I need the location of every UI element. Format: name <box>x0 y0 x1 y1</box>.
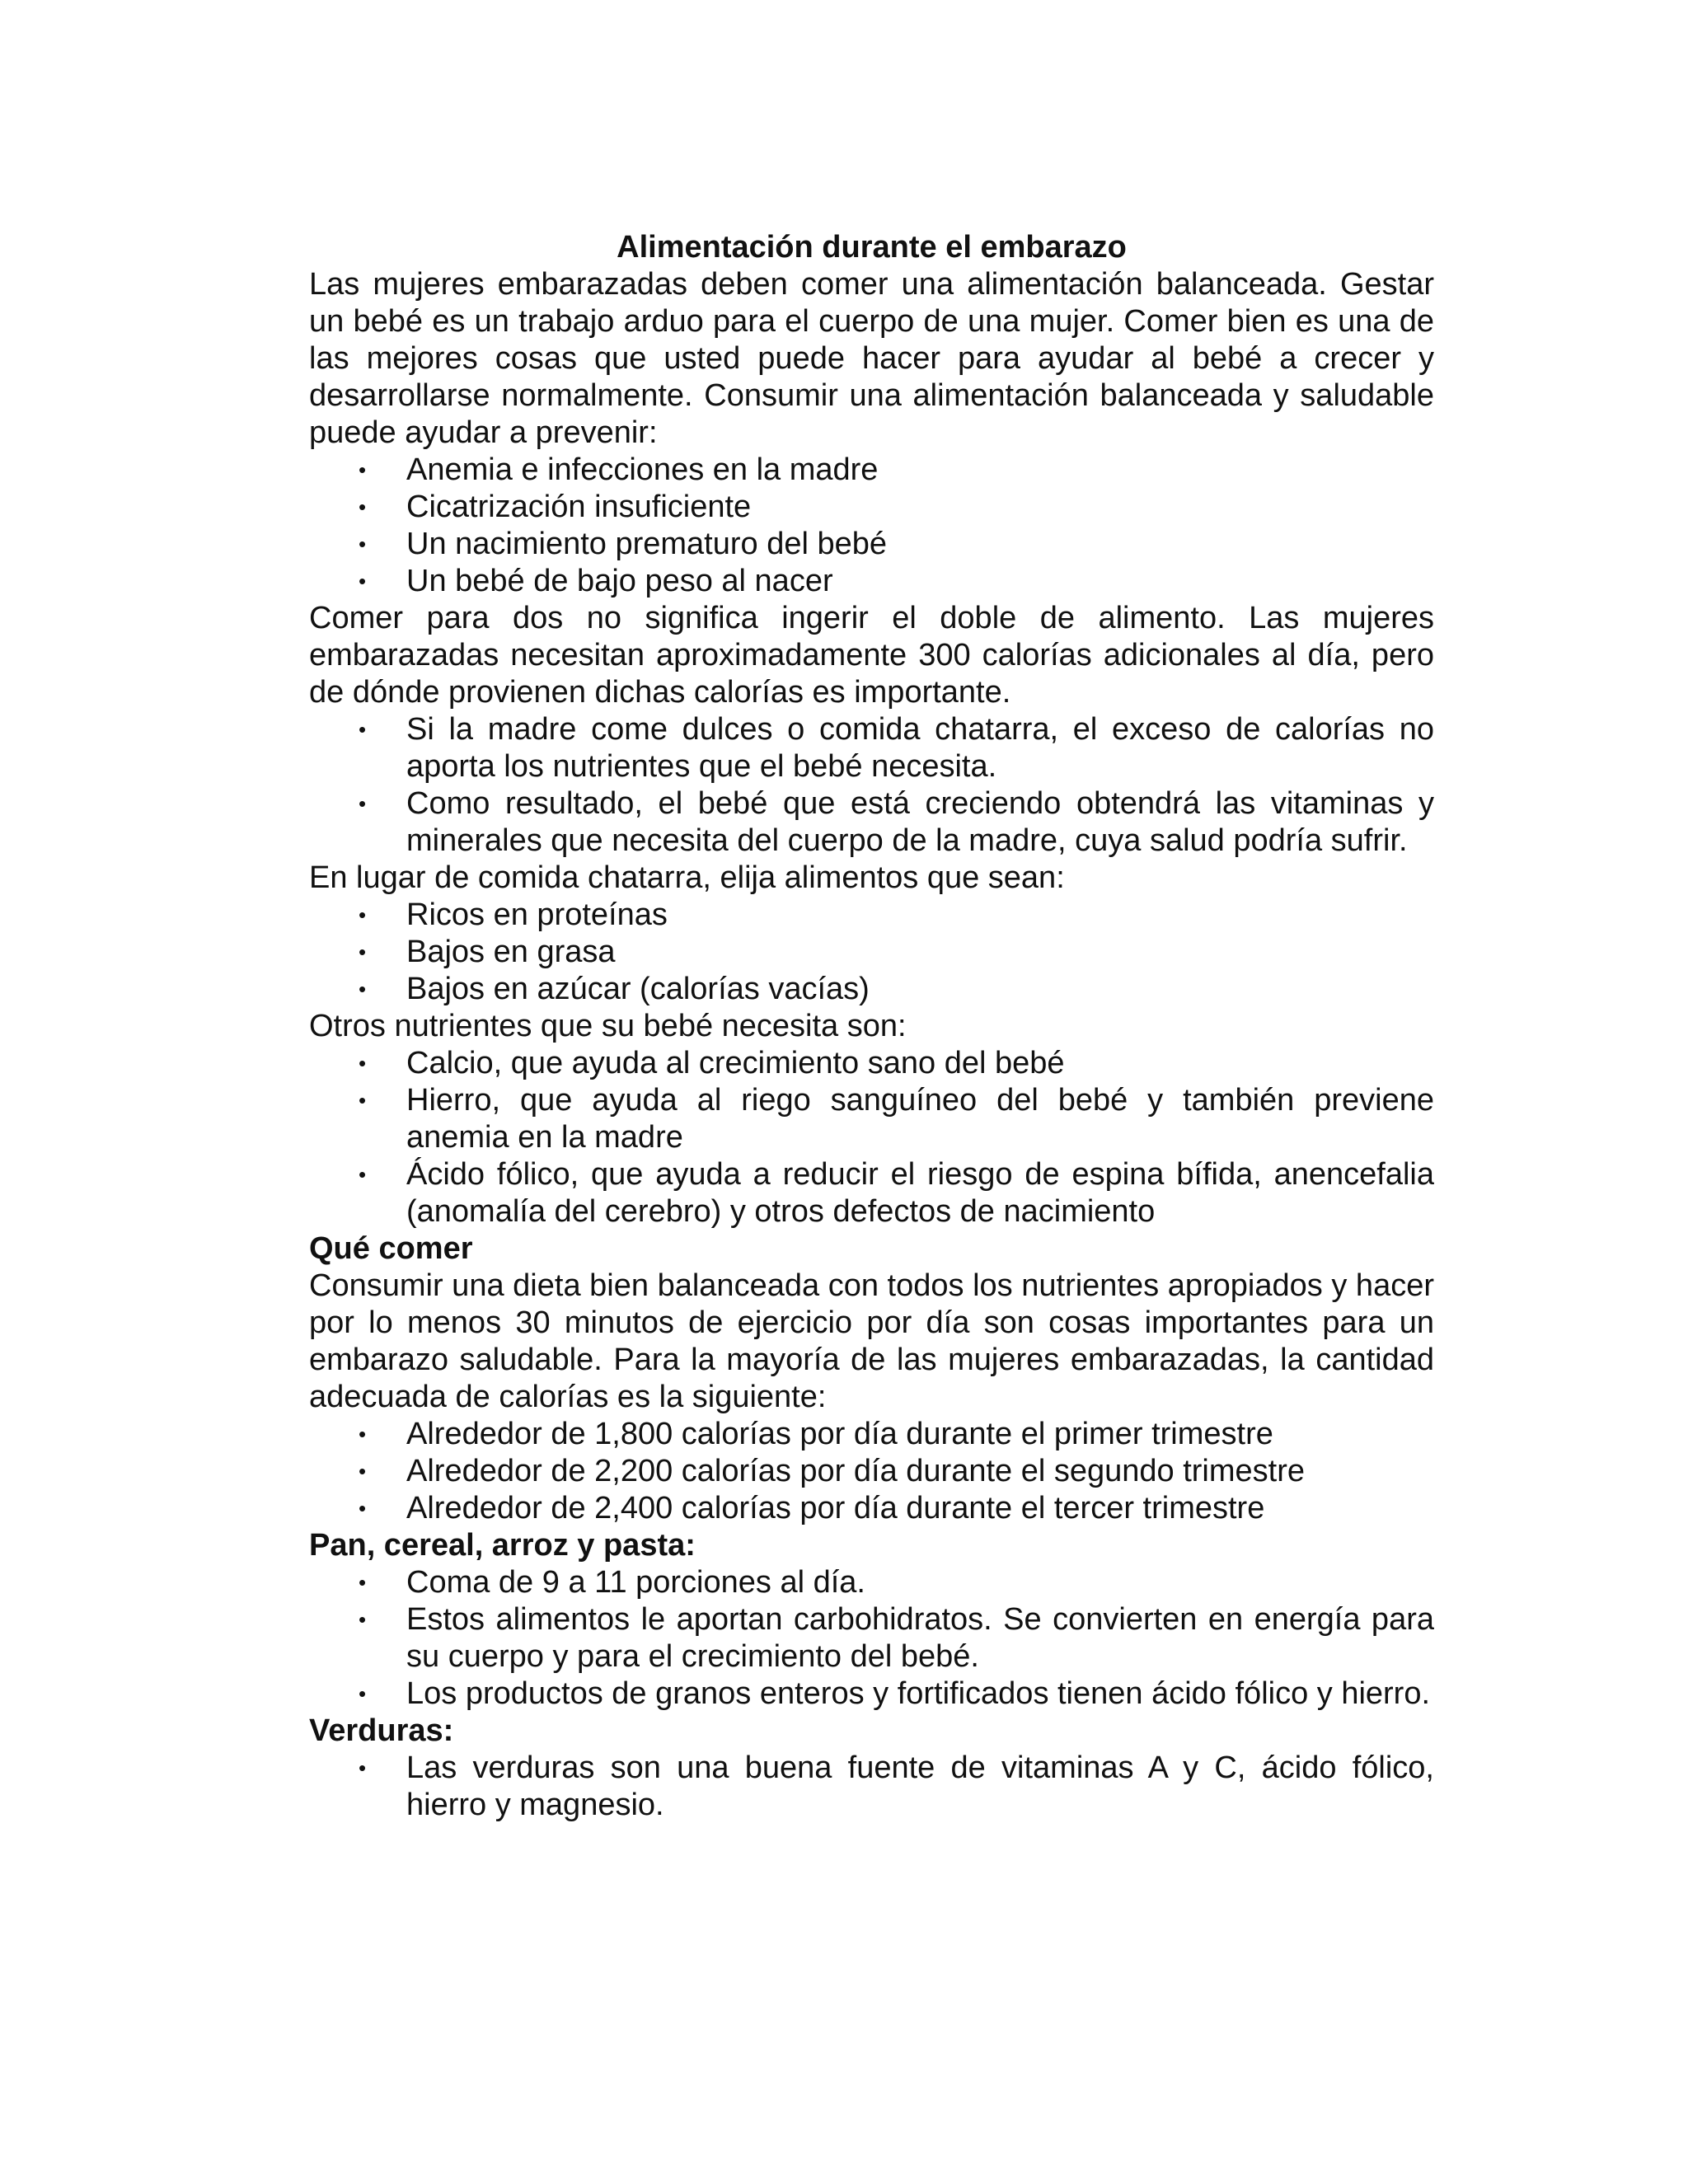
bullet-icon: • <box>359 1570 367 1595</box>
bullet-icon: • <box>359 569 367 593</box>
bullet-icon: • <box>359 1459 367 1483</box>
bullet-icon: • <box>359 1496 367 1521</box>
list-item-text: Los productos de granos enteros y fortificados tienen ácido fólico y hierro. <box>406 1676 1431 1711</box>
section-heading-pan: Pan, cereal, arroz y pasta: <box>309 1528 696 1563</box>
list-item <box>359 1675 1434 1713</box>
section-heading-que-comer: Qué comer <box>309 1231 473 1266</box>
bullet-icon: • <box>359 717 367 742</box>
list-item-text: Anemia e infecciones en la madre <box>406 452 879 487</box>
list-item <box>359 1601 1434 1675</box>
document-page <box>309 229 1434 1824</box>
foods-list <box>309 897 1434 1008</box>
list-item <box>359 1490 1434 1527</box>
bullet-icon: • <box>359 940 367 964</box>
list-item <box>359 1082 1434 1156</box>
calories-paragraph: Comer para dos no significa ingerir el doble de alimento. Las mujeres embarazadas necesitan aproximadamente 300 calorías adicionales al día, pero de dónde provienen dichas calorías es importante. <box>309 601 1434 710</box>
list-item <box>359 1750 1434 1824</box>
que-comer-paragraph: Consumir una dieta bien balanceada con todos los nutrientes apropiados y hacer por lo menos 30 minutos de ejercicio por día son cosas importantes para un embarazo saludable. Para la mayoría de las mujeres embarazadas, la cantidad adecuada de calorías es la siguiente: <box>309 1268 1434 1414</box>
nutrients-list <box>309 1045 1434 1230</box>
list-item <box>359 711 1434 785</box>
bullet-icon: • <box>359 1681 367 1706</box>
list-item <box>359 452 1434 489</box>
bullet-icon: • <box>359 1162 367 1187</box>
document-title: Alimentación durante el embarazo <box>617 230 1127 265</box>
list-item-text: Un nacimiento prematuro del bebé <box>406 527 888 561</box>
section-heading-verduras: Verduras: <box>309 1713 454 1748</box>
list-item <box>359 785 1434 860</box>
bullet-icon: • <box>359 1422 367 1446</box>
list-item-text: Alrededor de 1,800 calorías por día durante el primer trimestre <box>406 1417 1273 1451</box>
bullet-icon: • <box>359 494 367 519</box>
list-item <box>359 971 1434 1008</box>
list-item-text: Bajos en grasa <box>406 935 616 969</box>
list-item-text: Cicatrización insuficiente <box>406 490 752 524</box>
list-item-text: Si la madre come dulces o comida chatarra, el exceso de calorías no aporta los nutrientes que el bebé necesita. <box>406 712 1434 784</box>
list-item-text: Coma de 9 a 11 porciones al día. <box>406 1565 865 1600</box>
list-item-text: Ácido fólico, que ayuda a reducir el riesgo de espina bífida, anencefalia (anomalía del cerebro) y otros defectos de nacimiento <box>406 1157 1434 1229</box>
list-item <box>359 1453 1434 1490</box>
list-item-text: Bajos en azúcar (calorías vacías) <box>406 972 870 1006</box>
list-item <box>359 1416 1434 1453</box>
list-item-text: Un bebé de bajo peso al nacer <box>406 564 833 598</box>
bullet-icon: • <box>359 977 367 1001</box>
list-item <box>359 489 1434 526</box>
list-item-text: Como resultado, el bebé que está creciendo obtendrá las vitaminas y minerales que necesita del cuerpo de la madre, cuya salud podría sufrir. <box>406 786 1434 858</box>
bullet-icon: • <box>359 1088 367 1113</box>
foods-paragraph: En lugar de comida chatarra, elija alimentos que sean: <box>309 860 1065 895</box>
verduras-list <box>309 1750 1434 1824</box>
list-item <box>359 1045 1434 1082</box>
nutrients-paragraph: Otros nutrientes que su bebé necesita son: <box>309 1009 907 1043</box>
bullet-icon: • <box>359 902 367 927</box>
list-item <box>359 897 1434 934</box>
bullet-icon: • <box>359 1607 367 1632</box>
list-item-text: Estos alimentos le aportan carbohidratos. Se convierten en energía para su cuerpo y para el crecimiento del bebé. <box>406 1602 1434 1674</box>
list-item <box>359 1564 1434 1601</box>
trimester-list <box>309 1416 1434 1527</box>
bullet-icon: • <box>359 457 367 482</box>
prevent-list <box>309 452 1434 600</box>
list-item-text: Calcio, que ayuda al crecimiento sano del bebé <box>406 1046 1065 1080</box>
list-item <box>359 526 1434 563</box>
list-item-text: Hierro, que ayuda al riego sanguíneo del bebé y también previene anemia en la madre <box>406 1083 1434 1155</box>
list-item-text: Alrededor de 2,200 calorías por día durante el segundo trimestre <box>406 1454 1305 1488</box>
bullet-icon: • <box>359 791 367 816</box>
list-item <box>359 1156 1434 1230</box>
intro-paragraph: Las mujeres embarazadas deben comer una alimentación balanceada. Gestar un bebé es un trabajo arduo para el cuerpo de una mujer. Comer bien es una de las mejores cosas que usted puede hacer para ayudar al bebé a crecer y desarrollarse normalmente. Consumir una alimentación balanceada y saludable puede ayudar a prevenir: <box>309 267 1434 450</box>
list-item-text: Ricos en proteínas <box>406 898 668 932</box>
bullet-icon: • <box>359 532 367 556</box>
list-item-text: Alrededor de 2,400 calorías por día durante el tercer trimestre <box>406 1491 1265 1526</box>
bullet-icon: • <box>359 1051 367 1076</box>
calories-list <box>309 711 1434 860</box>
list-item <box>359 563 1434 600</box>
pan-list <box>309 1564 1434 1713</box>
list-item <box>359 934 1434 971</box>
list-item-text: Las verduras son una buena fuente de vitaminas A y C, ácido fólico, hierro y magnesio. <box>406 1750 1434 1822</box>
bullet-icon: • <box>359 1755 367 1780</box>
